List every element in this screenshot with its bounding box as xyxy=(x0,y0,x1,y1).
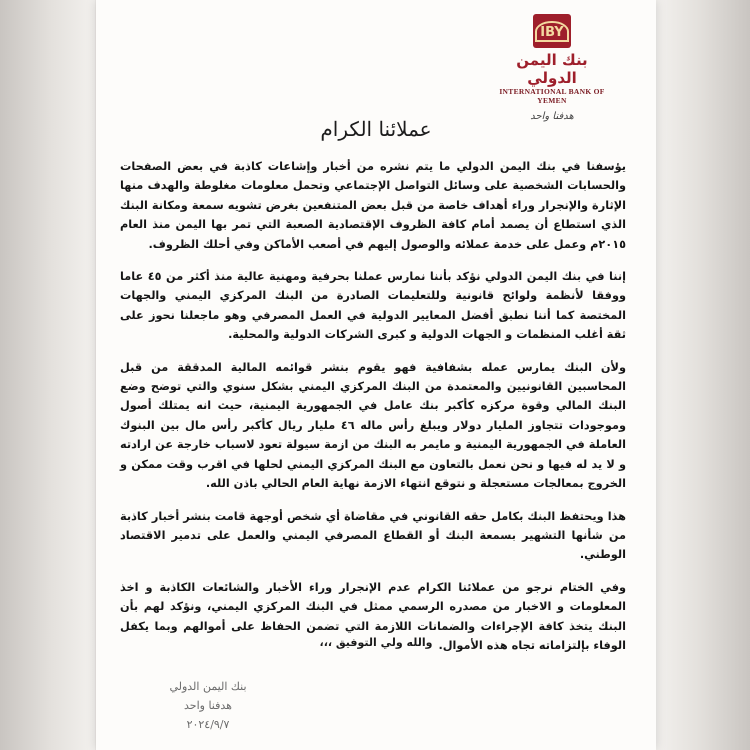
paragraph-3: ولأن البنك يمارس عمله بشفافية فهو يقوم بنشر قوائمه المالية المدققة من قبل المحاسبين القانونيين والمعتمدة من البنك المركزي اليمني بشكل سنوي والتي توضح وضع البنك المالي وقوة مركزه كأكبر بنك عامل في الجمهورية اليمنية، حيث انه يمتلك أصول وموجودات تتجاوز المليار دولار ويبلغ رأس ماله ٤٦ مليار ريال كأكبر رأس مال بين البنوك العاملة في الجمهورية اليمنية و مايمر به البنك من ازمة سيولة تعود لاسباب خارجة عن ارادته و لا يد له فيها و نحن نعمل بالتعاون مع البنك المركزي اليمني لحلها في اقرب وقت ممكن و الخروج بمعالجات مستعجلة و نتوقع انتهاء الازمة نهاية العام الحالي باذن الله. xyxy=(120,360,626,491)
signature-tagline: هدفنا واحد xyxy=(184,699,232,712)
bank-logo xyxy=(492,14,612,122)
signature-block xyxy=(148,677,268,734)
bank-logo-icon xyxy=(533,14,571,48)
paragraph-5: وفي الختام نرجو من عملائنا الكرام عدم الإنجرار وراء الأخبار والشائعات الكاذبة و اخذ المعلومات و الاخبار من مصدره الرسمي ممثل في البنك المركزي اليمني، ونؤكد لهم بأن البنك يتخذ كافة الإجراءات والضمانات اللازمة التي تضمن الحفاظ على أموالهم وبما يكفل الوفاء بإلتزاماته تجاه هذه الأموال. xyxy=(120,580,626,652)
logo-tagline: هدفنا واحد xyxy=(530,111,574,122)
paragraph-1: يؤسفنا في بنك اليمن الدولي ما يتم نشره من أخبار وإشاعات كاذبة في بعض الصفحات والحسابات الشخصية على وسائل التواصل الإجتماعي وتحمل معلومات مغلوطة والهدف منها الإثارة والإنجرار وراء أهداف خاصة من قبل بعض المتنفعين بغرض تشويه سمعة ومكانة البنك الذي استطاع أن يصمد أمام كافة الظروف الإقتصادية الصعبة التي تمر بها اليمن منذ العام ٢٠١٥م وعمل على خدمة عملائه والوصول إليهم في أصعب الأماكن وفي أحلك الظروف. xyxy=(120,160,626,251)
letter-body xyxy=(120,157,626,668)
blurred-left-margin xyxy=(0,0,95,750)
logo-mark-text: IBY xyxy=(535,21,568,42)
paragraph-2: إننا في بنك اليمن الدولي نؤكد بأننا نمارس عملنا بحرفية ومهنية عالية منذ أكثر من ٤٥ عاما ووفقا لأنظمة ولوائح قانونية وللتعليمات الصادرة من البنك المركزي اليمني والجهات المختصة كما أننا نطبق أفضل المعايير الدولية في العمل المصرفي وهو ماجعلنا نحوز على ثقة أغلب المنظمات و الجهات الدولية و كبرى الشركات الدولية والمحلية. xyxy=(120,270,626,342)
logo-english-name: INTERNATIONAL BANK OF YEMEN xyxy=(499,87,605,105)
letter-title: عملائنا الكرام xyxy=(320,117,432,141)
blurred-right-margin xyxy=(655,0,750,750)
paragraph-4: هذا ويحتفظ البنك بكامل حقه القانوني في مقاضاة أي شخص أوجهة قامت بنشر أخبار كاذبة من شأنها التشهير بسمعة البنك أو القطاع المصرفي اليمني والعمل على تدمير الاقتصاد الوطني. xyxy=(120,509,626,562)
signature-date: ٢٠٢٤/٩/٧ xyxy=(186,718,230,731)
letter-page xyxy=(96,0,656,750)
closing-line: والله ولي التوفيق ،،، xyxy=(319,636,433,649)
logo-arabic-name: بنك اليمن الدولي xyxy=(516,51,588,87)
signature-bank-name: بنك اليمن الدولي xyxy=(169,680,247,693)
